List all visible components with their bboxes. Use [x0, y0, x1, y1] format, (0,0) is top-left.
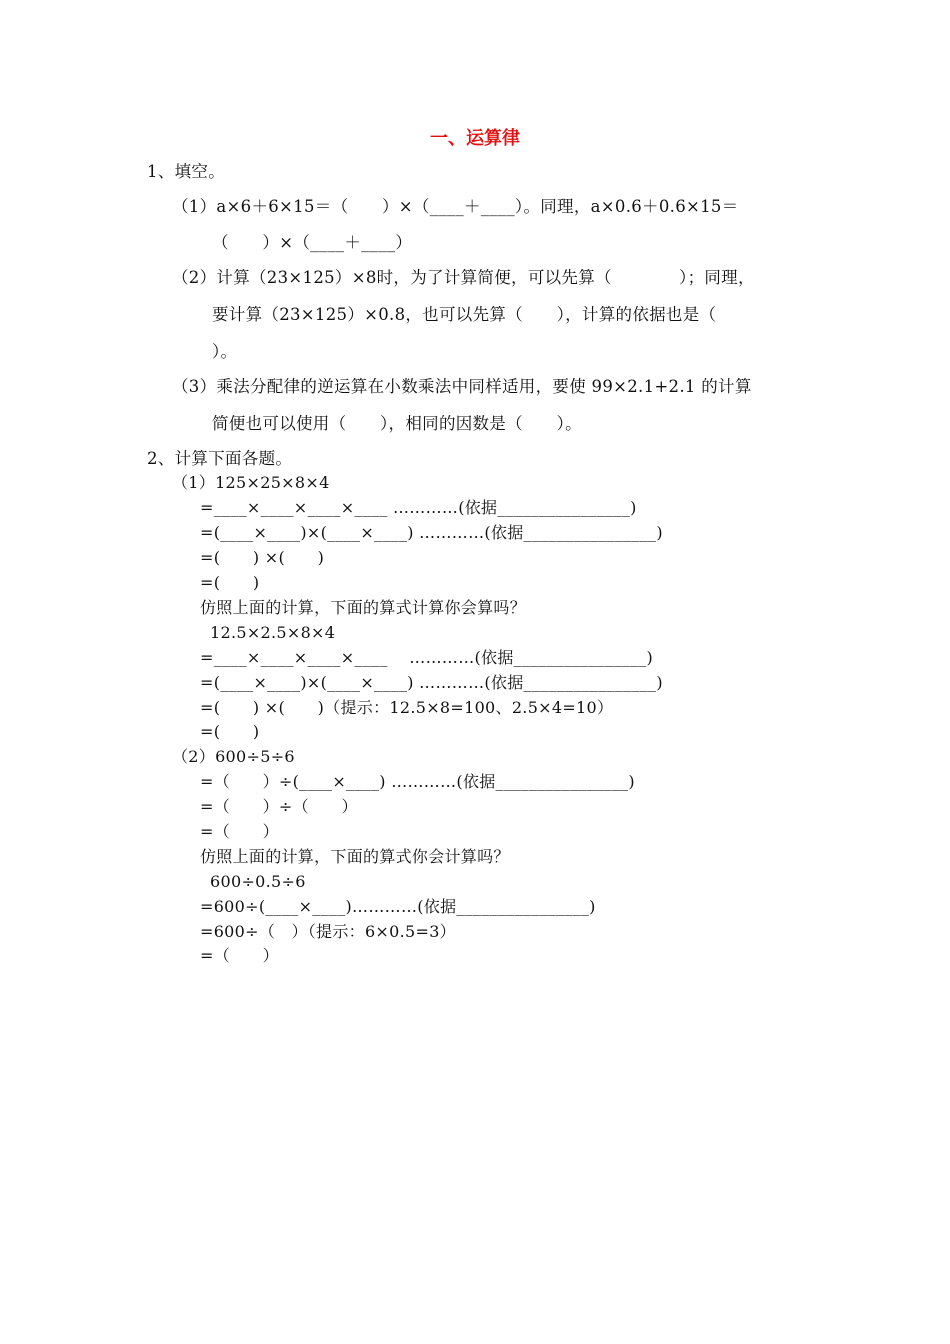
p2b-expression: 600÷0.5÷6 — [210, 872, 306, 891]
section2-heading: 2、计算下面各题。 — [147, 449, 293, 468]
section1-heading: 1、填空。 — [147, 162, 225, 181]
q2-line2: 要计算（23×125）×0.8，也可以先算（ ），计算的依据也是（ — [212, 305, 717, 324]
p1-step3: =( ) ×( ) — [200, 548, 325, 567]
p2-step2: =（ ）÷（ ） — [200, 797, 358, 816]
q3-line2: 简便也可以使用（ ），相同的因数是（ ）。 — [212, 414, 582, 433]
p2-expression: （2）600÷5÷6 — [172, 747, 295, 766]
p1-step4: =( ) — [200, 573, 260, 592]
p1b-expression: 12.5×2.5×8×4 — [210, 623, 336, 642]
q1-line2: （ ）×（____＋____） — [212, 233, 413, 252]
q3-line1: （3）乘法分配律的逆运算在小数乘法中同样适用，要使 99×2.1+2.1 的计算 — [172, 377, 752, 396]
p2-step1: =（ ）÷(____×____) …………(依据________________) — [200, 772, 635, 791]
q2-line3: ）。 — [212, 342, 238, 361]
p1b-step4: =( ) — [200, 722, 260, 741]
p2b-step3: =（ ） — [200, 946, 279, 965]
p2b-step1: =600÷(____×____)…………(依据________________) — [200, 897, 596, 916]
p1-imitate-prompt: 仿照上面的计算，下面的算式计算你会算吗？ — [200, 598, 527, 617]
p1b-step3: =( ) ×( )（提示：12.5×8=100、2.5×4=10） — [200, 698, 614, 717]
p1-step1: =____×____×____×____ …………(依据________________) — [200, 498, 637, 517]
p1b-step1: =____×____×____×____ …………(依据________________) — [200, 648, 653, 667]
p2-imitate-prompt: 仿照上面的计算，下面的算式你会计算吗？ — [200, 847, 510, 866]
p1-step2: =(____×____)×(____×____) …………(依据________________) — [200, 523, 663, 542]
p1b-step2: =(____×____)×(____×____) …………(依据________________) — [200, 673, 663, 692]
q1-line1: （1）a×6＋6×15＝（ ）×（____＋____）。同理，a×0.6＋0.6×15＝ — [172, 197, 739, 216]
p2-step3: =（ ） — [200, 822, 279, 841]
q2-line1: （2）计算（23×125）×8时，为了计算简便，可以先算（ ）；同理， — [172, 268, 755, 287]
p1-expression: （1）125×25×8×4 — [172, 473, 330, 492]
page-title: 一、运算律 — [430, 128, 520, 149]
p2b-step2: =600÷（ ）（提示：6×0.5=3） — [200, 922, 456, 941]
